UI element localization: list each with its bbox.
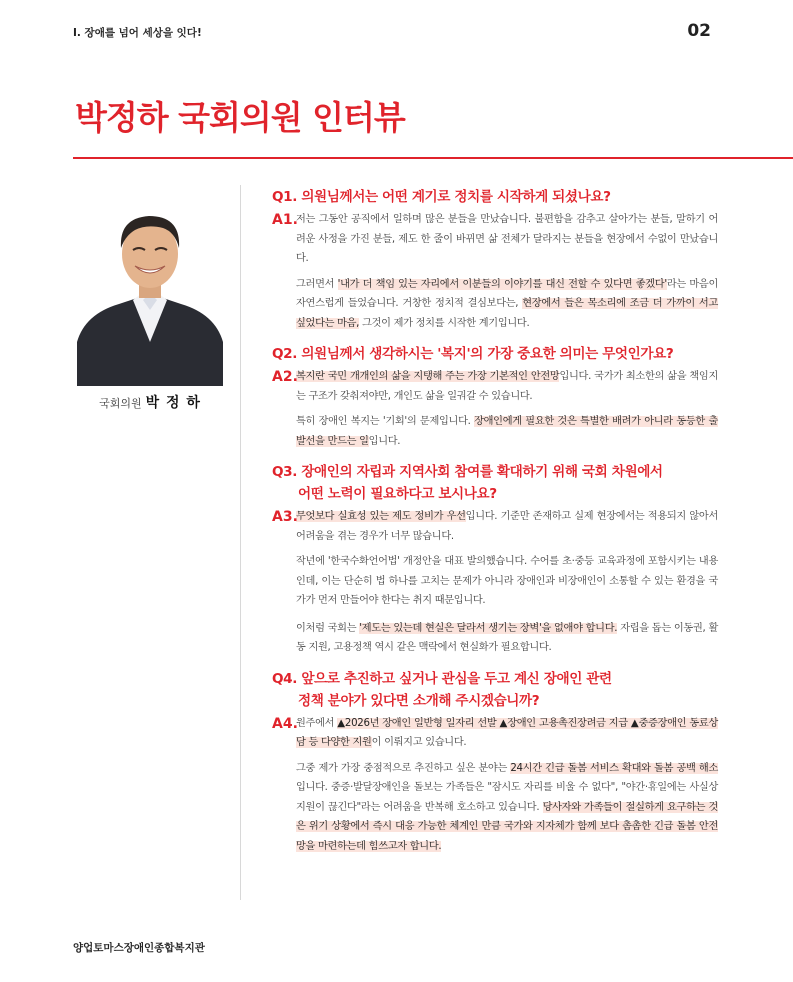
answer — [272, 507, 718, 658]
answer-paragraph — [296, 275, 718, 334]
question-line — [272, 690, 718, 712]
question-line — [272, 461, 718, 483]
answer-text: 그중 제가 가장 중점적으로 추진하고 싶은 분야는 — [296, 762, 511, 774]
answer-text: 원주에서 — [296, 717, 338, 729]
question-text: 의원님께서는 어떤 계기로 정치를 시작하게 되셨나요? — [301, 189, 611, 205]
highlighted-text: 복지란 국민 개개인의 삶을 지탱해 주는 가장 기본적인 안전망 — [296, 371, 560, 382]
caption-name: 박 정 하 — [145, 395, 201, 411]
highlighted-text: '내가 더 책임 있는 자리에서 이분들의 이야기를 대신 전할 수 있다면 좋겠다' — [337, 278, 667, 290]
question — [272, 461, 718, 505]
answer-label: A4. — [272, 715, 298, 732]
question-line — [272, 483, 718, 505]
qa-block — [272, 186, 718, 333]
highlighted-text: 24시간 긴급 돌봄 서비스 확대와 돌봄 공백 해소 — [510, 762, 718, 774]
answer-paragraph — [296, 507, 718, 546]
answer-label: A3. — [272, 509, 298, 525]
column-divider — [240, 185, 241, 900]
answer-text: 자립을 돕는 이동권, 활동 지원, 고용정책 역시 같은 맥락에서 현실화가 필요합니다. — [296, 622, 718, 653]
answer — [272, 367, 718, 451]
highlighted-text: 무엇보다 실효성 있는 제도 정비가 우선 — [296, 511, 466, 522]
answer-text: 입니다. 중증·발달장애인을 돌보는 가족들은 "잠시도 자리를 비울 수 없다", "야간·휴일에는 사실상 지원이 끊긴다"라는 어려움을 반복해 호소하고 있습니다. — [296, 782, 718, 813]
highlighted-text: '제도는 있는데 현실은 달라서 생기는 장벽'을 없애야 합니다. — [359, 622, 618, 634]
question-text: 앞으로 추진하고 싶거나 관심을 두고 계신 장애인 관련 — [301, 670, 612, 687]
question-label: Q3. — [272, 464, 302, 480]
answer-text: 입니다. 기준만 존재하고 실제 현장에서는 적용되지 않아서 어려움을 겪는 경우가 너무 많습니다. — [296, 511, 718, 542]
question-text: 의원님께서 생각하시는 '복지'의 가장 중요한 의미는 무엇인가요? — [301, 346, 674, 362]
question — [272, 668, 718, 712]
answer-text: 라는 마음이 자연스럽게 들었습니다. 거창한 정치적 결심보다는, — [296, 278, 718, 309]
question — [272, 186, 718, 208]
portrait-caption — [77, 392, 223, 412]
answer-text: 그러면서 — [296, 278, 338, 290]
answer — [272, 210, 718, 333]
question-line — [272, 343, 718, 365]
qa-block — [272, 668, 718, 857]
question-label: Q4. — [272, 670, 302, 687]
answer-paragraph — [296, 412, 718, 451]
question-text: 어떤 노력이 필요하다고 보시나요? — [298, 486, 497, 502]
answer-paragraph — [296, 714, 718, 753]
question-label: Q2. — [272, 346, 302, 362]
qa-block — [272, 461, 718, 658]
page-title: 박정하 국회의원 인터뷰 — [75, 98, 405, 137]
highlighted-text: 당사자와 가족들이 절실하게 요구하는 것은 위기 상황에서 즉시 대응 가능한 체계인 만큼 국가와 지자체가 함께 보다 촘촘한 긴급 돌봄 안전망을 마련하는데 힘쓰고자 합니다. — [296, 801, 719, 852]
answer-paragraph — [296, 210, 718, 269]
page-number: 02 — [687, 21, 711, 41]
question-label: Q1. — [272, 189, 302, 205]
highlighted-text: ▲2026년 장애인 일반형 일자리 선발 ▲장애인 고용촉진장려금 지급 ▲중증장애인 동료상담 등 다양한 지원 — [296, 717, 718, 748]
answer — [272, 714, 718, 857]
answer-text: 그것이 제가 정치를 시작한 계기입니다. — [359, 317, 530, 329]
question-line — [272, 186, 718, 208]
interview-content — [272, 186, 718, 866]
answer-label: A2. — [272, 369, 298, 385]
highlighted-text: 장애인에게 필요한 것은 특별한 배려가 아니라 동등한 출발선을 만드는 일 — [296, 416, 718, 447]
highlighted-text: 현장에서 들은 목소리에 조금 더 가까이 서고 싶었다는 마음, — [296, 298, 718, 329]
answer-text: 이 이뤄지고 있습니다. — [371, 737, 467, 748]
caption-role: 국회의원 — [99, 397, 142, 410]
answer-paragraph — [296, 619, 718, 658]
portrait-photo — [77, 192, 223, 386]
answer-text: 이처럼 국회는 — [296, 622, 360, 634]
answer-paragraph — [296, 552, 718, 611]
question-text: 장애인의 자립과 지역사회 참여를 확대하기 위해 국회 차원에서 — [301, 464, 663, 480]
section-header: Ⅰ. 장애를 넘어 세상을 잇다! — [73, 27, 202, 39]
answer-paragraph — [296, 367, 718, 406]
answer-paragraph — [296, 759, 718, 857]
question-text: 정책 분야가 있다면 소개해 주시겠습니까? — [298, 692, 540, 709]
answer-label: A1. — [272, 212, 298, 228]
answer-text: 작년에 '한국수화언어법' 개정안을 대표 발의했습니다. 수어를 초·중등 교육과정에 포함시키는 내용인데, 이는 단순히 법 하나를 고치는 문제가 아니라 장애인과 비장애인이 소통할 수 있는 환경을 국가가 먼저 만들어야 한다는 취지 때문입니다. — [296, 556, 718, 606]
answer-text: 저는 그동안 공직에서 일하며 많은 분들을 만났습니다. 불편함을 감추고 살아가는 분들, 말하기 어려운 사정을 가진 분들, 제도 한 줄이 바뀌면 삶 전체가 달라지는 분들을 현장에서 수없이 만났습니다. — [296, 214, 718, 264]
question — [272, 343, 718, 365]
answer-text: 특히 장애인 복지는 '기회'의 문제입니다. — [296, 416, 475, 427]
title-divider — [73, 157, 793, 159]
footer-organization: 양업토마스장애인종합복지관 — [73, 942, 205, 954]
answer-text: 입니다. — [368, 435, 401, 447]
qa-block — [272, 343, 718, 451]
question-line — [272, 668, 718, 690]
answer-text: 입니다. 국가가 최소한의 삶을 책임지는 구조가 갖춰져야만, 개인도 삶을 일궈갈 수 있습니다. — [296, 371, 718, 402]
